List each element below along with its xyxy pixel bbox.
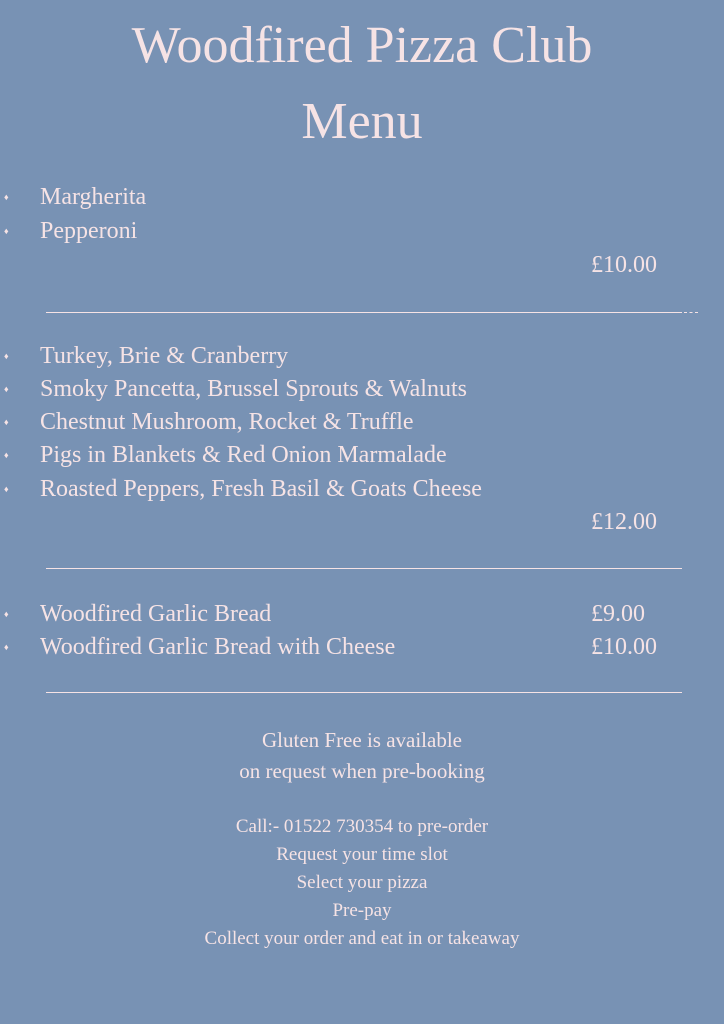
bullet-icon: ♦ bbox=[4, 192, 9, 202]
list-item bbox=[0, 182, 724, 212]
list-item bbox=[0, 440, 724, 470]
menu-item-price: £10.00 bbox=[591, 634, 657, 660]
gluten-note-line-1: Gluten Free is available bbox=[261, 728, 462, 752]
bullet-icon: ♦ bbox=[4, 484, 9, 494]
menu-item-label: Margherita bbox=[40, 184, 147, 210]
list-item bbox=[0, 374, 724, 404]
menu-item-label: Roasted Peppers, Fresh Basil & Goats Cheese bbox=[40, 476, 482, 502]
bullet-icon: ♦ bbox=[4, 417, 9, 427]
section-1-price: £10.00 bbox=[591, 252, 657, 278]
menu-title-line-1: Woodfired Pizza Club bbox=[131, 17, 593, 74]
list-item bbox=[0, 632, 724, 662]
instruction-collect: Collect your order and eat in or takeaway bbox=[204, 928, 520, 949]
menu-item-label: Pepperoni bbox=[40, 218, 138, 244]
list-item bbox=[0, 341, 724, 371]
section-2-price: £12.00 bbox=[591, 509, 657, 535]
menu-item-label: Pigs in Blankets & Red Onion Marmalade bbox=[40, 442, 447, 468]
instruction-time-slot: Request your time slot bbox=[276, 844, 448, 865]
divider bbox=[46, 568, 682, 569]
bullet-icon: ♦ bbox=[4, 642, 9, 652]
divider bbox=[46, 692, 682, 693]
menu-item-label: Chestnut Mushroom, Rocket & Truffle bbox=[40, 409, 414, 435]
menu-item-label: Smoky Pancetta, Brussel Sprouts & Walnuts bbox=[40, 376, 467, 402]
list-item bbox=[0, 216, 724, 246]
menu-item-label: Turkey, Brie & Cranberry bbox=[40, 343, 289, 369]
list-item bbox=[0, 474, 724, 504]
bullet-icon: ♦ bbox=[4, 351, 9, 361]
bullet-icon: ♦ bbox=[4, 450, 9, 460]
instruction-pre-pay: Pre-pay bbox=[332, 900, 392, 921]
menu-item-label: Woodfired Garlic Bread bbox=[40, 601, 272, 627]
menu-item-price: £9.00 bbox=[591, 601, 645, 627]
list-item bbox=[0, 599, 724, 629]
menu-item-label: Woodfired Garlic Bread with Cheese bbox=[40, 634, 396, 660]
menu-title-line-2: Menu bbox=[301, 93, 423, 150]
bullet-icon: ♦ bbox=[4, 226, 9, 236]
bullet-icon: ♦ bbox=[4, 609, 9, 619]
list-item bbox=[0, 407, 724, 437]
divider bbox=[46, 312, 682, 313]
bullet-icon: ♦ bbox=[4, 384, 9, 394]
instruction-select-pizza: Select your pizza bbox=[296, 872, 428, 893]
instruction-call: Call:- 01522 730354 to pre-order bbox=[235, 816, 489, 837]
gluten-note-line-2: on request when pre-booking bbox=[239, 759, 485, 783]
